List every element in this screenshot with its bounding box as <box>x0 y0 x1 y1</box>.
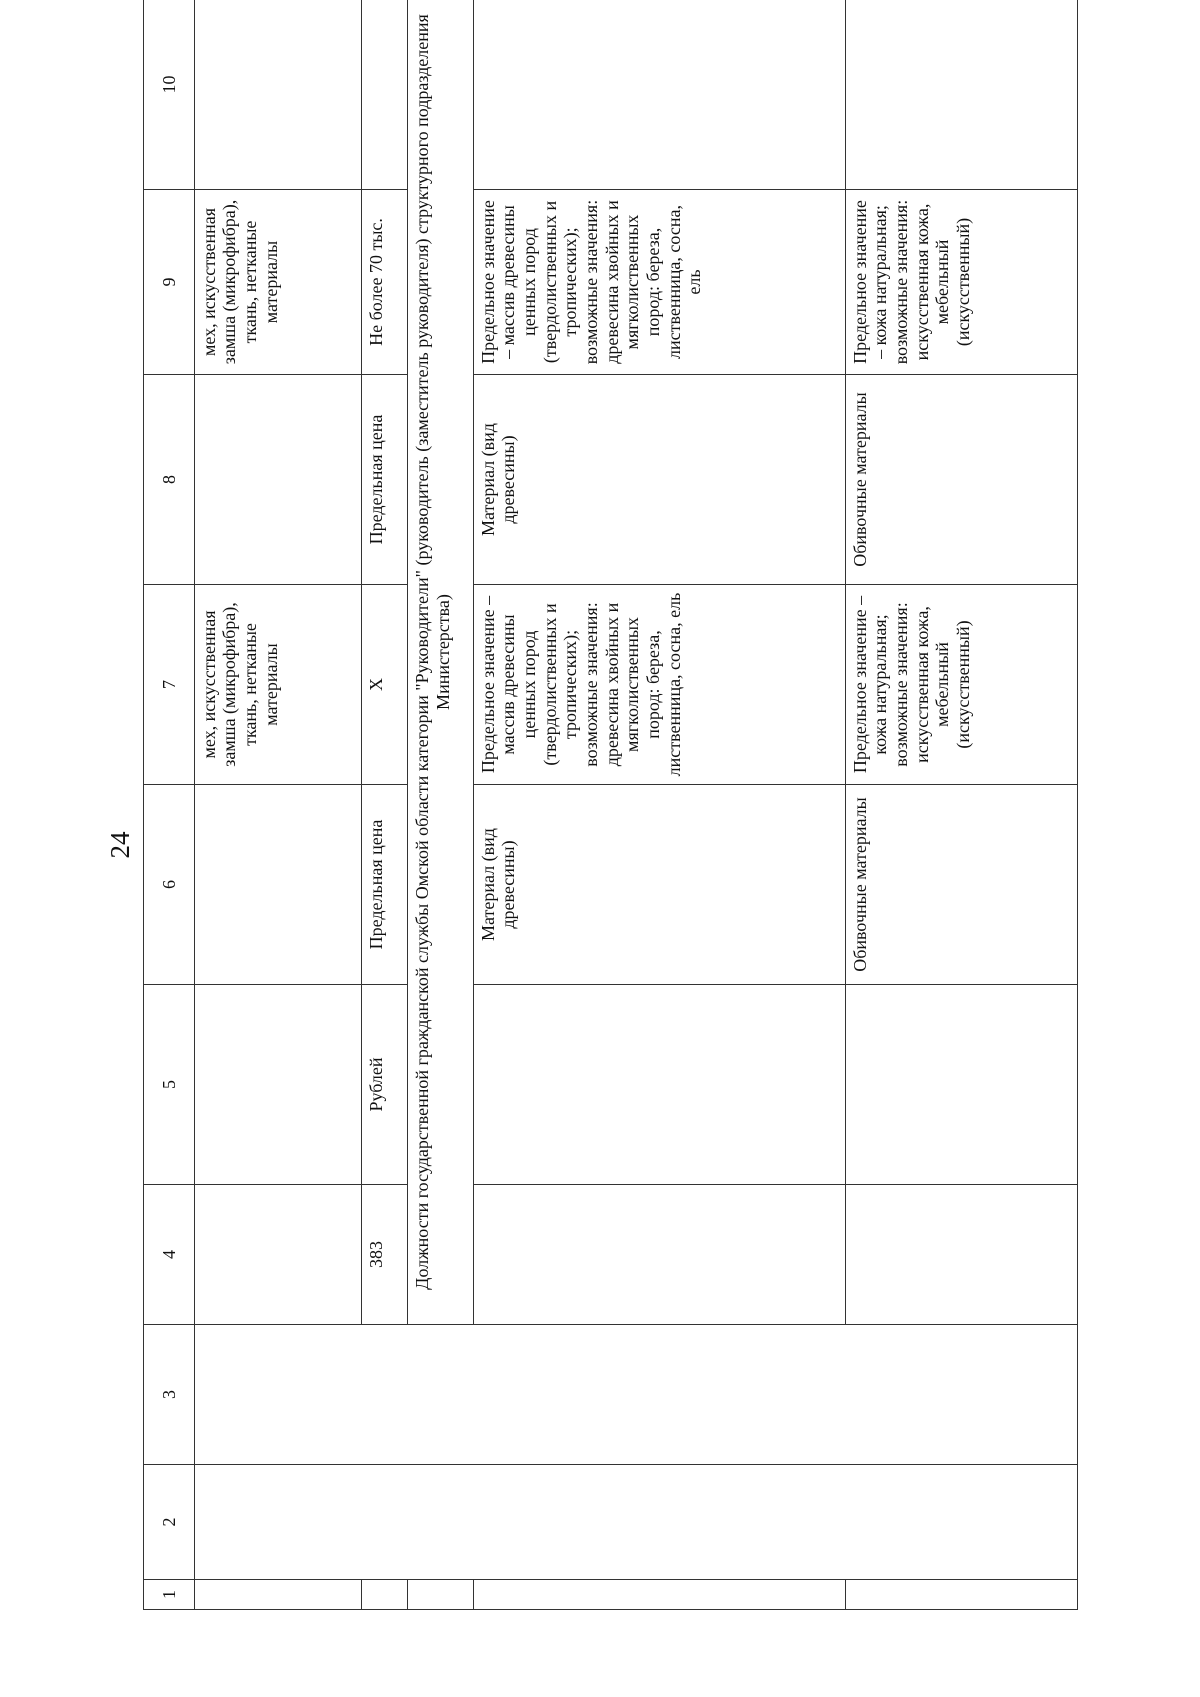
cell-wood-value-7: Предельное значение – массив древесины ценных пород (твердолиственных и тропических); возможные значения: древесина хвойных и мягколиственных пород: береза, лиственница, сосна, ель <box>473 585 845 785</box>
column-number-3: 3 <box>144 1325 195 1465</box>
cell-unit: Рублей <box>361 985 407 1185</box>
column-number-9: 9 <box>144 190 195 375</box>
table-cell <box>194 1580 361 1610</box>
column-number-1: 1 <box>144 1580 195 1610</box>
table-cell <box>194 1465 1077 1580</box>
column-number-7: 7 <box>144 585 195 785</box>
column-number-row <box>144 0 195 1610</box>
table-cell <box>194 375 361 585</box>
rotated-table-wrapper <box>143 14 1078 1610</box>
page-number: 24 <box>105 831 135 859</box>
cell-price-value-9: Не более 70 тыс. <box>361 190 407 375</box>
column-number-10: 10 <box>144 0 195 190</box>
cell-code: 383 <box>361 1185 407 1325</box>
cell-wood-label-8: Материал (вид древесины) <box>473 375 845 585</box>
table-cell <box>473 985 845 1185</box>
table-cell <box>845 1580 1077 1610</box>
table-row <box>194 0 361 1610</box>
table-cell <box>845 0 1077 190</box>
cell-upholstery-options-7: мех, искусственная замша (микрофибра), ткань, нетканые материалы <box>194 585 361 785</box>
table-cell <box>194 1185 361 1325</box>
cell-upholstery-label-6: Обивочные материалы <box>845 785 1077 985</box>
table-cell <box>473 1580 845 1610</box>
section-heading: Должности государственной гражданской службы Омской области категории "Руководители" (руководитель (заместитель руководителя) структурного подразделения Министерства) <box>408 0 474 1325</box>
cell-price-value-7: X <box>361 585 407 785</box>
table-cell <box>194 785 361 985</box>
cell-upholstery-value-7: Предельное значение – кожа натуральная; возможные значения: искусственная кожа, мебельный (искусственный) <box>845 585 1077 785</box>
cell-wood-label-6: Материал (вид древесины) <box>473 785 845 985</box>
cell-upholstery-options-9: мех, искусственная замша (микрофибра), ткань, нетканые материалы <box>194 190 361 375</box>
cell-price-label-8: Предельная цена <box>361 375 407 585</box>
column-number-2: 2 <box>144 1465 195 1580</box>
table-cell <box>194 985 361 1185</box>
table-cell <box>473 1185 845 1325</box>
table-cell <box>361 1580 407 1610</box>
column-number-8: 8 <box>144 375 195 585</box>
cell-wood-value-9: Предельное значение – массив древесины ценных пород (твердолиственных и тропических); возможные значения: древесина хвойных и мягколиственных пород: береза, лиственница, сосна, ель <box>473 190 845 375</box>
table-cell <box>845 985 1077 1185</box>
table-cell <box>194 1325 1077 1465</box>
column-number-5: 5 <box>144 985 195 1185</box>
table-cell <box>361 0 407 190</box>
table-cell <box>194 0 361 190</box>
table-cell <box>408 1580 474 1610</box>
column-number-6: 6 <box>144 785 195 985</box>
cell-price-label-6: Предельная цена <box>361 785 407 985</box>
table-cell <box>845 1185 1077 1325</box>
cell-upholstery-label-8: Обивочные материалы <box>845 375 1077 585</box>
specification-table <box>143 0 1078 1610</box>
table-cell <box>473 0 845 190</box>
column-number-4: 4 <box>144 1185 195 1325</box>
cell-upholstery-value-9: Предельное значение – кожа натуральная; возможные значения: искусственная кожа, мебельный (искусственный) <box>845 190 1077 375</box>
